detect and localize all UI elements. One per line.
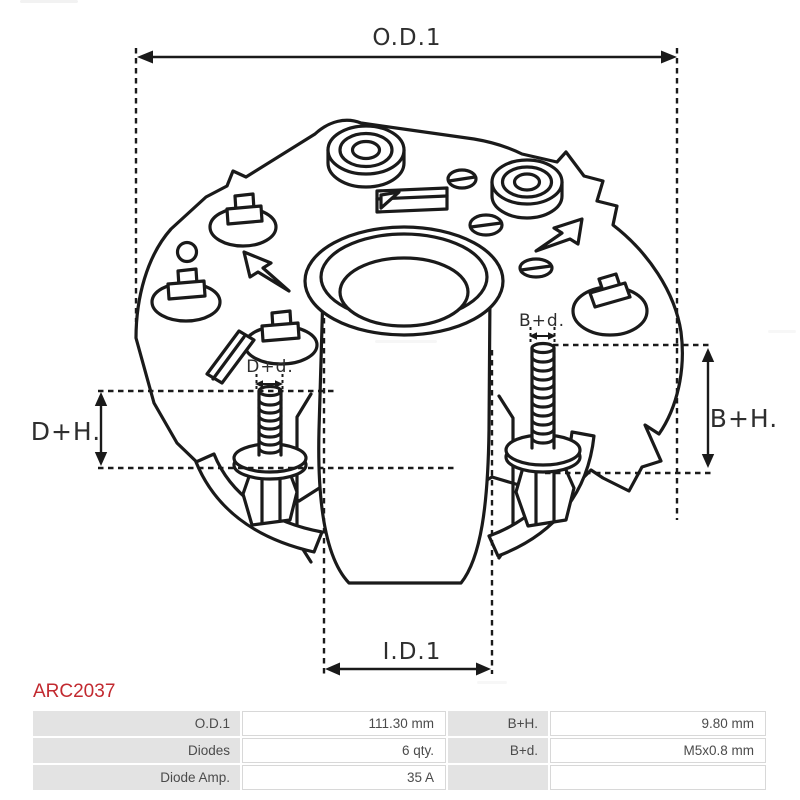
watermark-smudge bbox=[375, 340, 437, 343]
part-number: ARC2037 bbox=[33, 681, 116, 702]
bh-label: B+H. bbox=[709, 404, 779, 433]
spec-label-cell: Diode Amp. bbox=[33, 765, 240, 790]
spec-row bbox=[33, 738, 766, 763]
spec-label-cell: B+H. bbox=[448, 711, 548, 736]
watermark-smudge bbox=[768, 330, 796, 333]
spec-label-cell bbox=[448, 765, 548, 790]
spec-row bbox=[33, 765, 766, 790]
spec-value-cell: 111.30 mm bbox=[242, 711, 446, 736]
arrowhead bbox=[137, 51, 153, 64]
arrowhead bbox=[476, 663, 491, 676]
spec-table bbox=[33, 711, 766, 792]
id1-label: I.D.1 bbox=[382, 639, 442, 665]
arrowhead bbox=[702, 454, 714, 468]
spec-value-cell: M5x0.8 mm bbox=[550, 738, 766, 763]
mount-hole bbox=[178, 243, 197, 262]
spec-value-cell bbox=[550, 765, 766, 790]
arrowhead bbox=[95, 452, 107, 466]
spec-label-cell: O.D.1 bbox=[33, 711, 240, 736]
spec-row bbox=[33, 711, 766, 736]
watermark-smudge bbox=[477, 681, 507, 684]
dh-label: D+H. bbox=[30, 417, 102, 446]
spec-value-cell: 6 qty. bbox=[242, 738, 446, 763]
arrowhead bbox=[661, 51, 677, 64]
arrowhead bbox=[95, 392, 107, 406]
spec-value-cell: 35 A bbox=[242, 765, 446, 790]
watermark-smudge bbox=[20, 0, 78, 3]
bd-label: B+d. bbox=[518, 311, 566, 331]
arrowhead bbox=[702, 348, 714, 362]
arrowhead bbox=[325, 663, 340, 676]
dd-label: D+d. bbox=[246, 357, 294, 377]
collar-bore bbox=[340, 258, 468, 326]
od1-label: O.D.1 bbox=[372, 25, 442, 51]
spec-label-cell: B+d. bbox=[448, 738, 548, 763]
spec-label-cell: Diodes bbox=[33, 738, 240, 763]
spec-value-cell: 9.80 mm bbox=[550, 711, 766, 736]
